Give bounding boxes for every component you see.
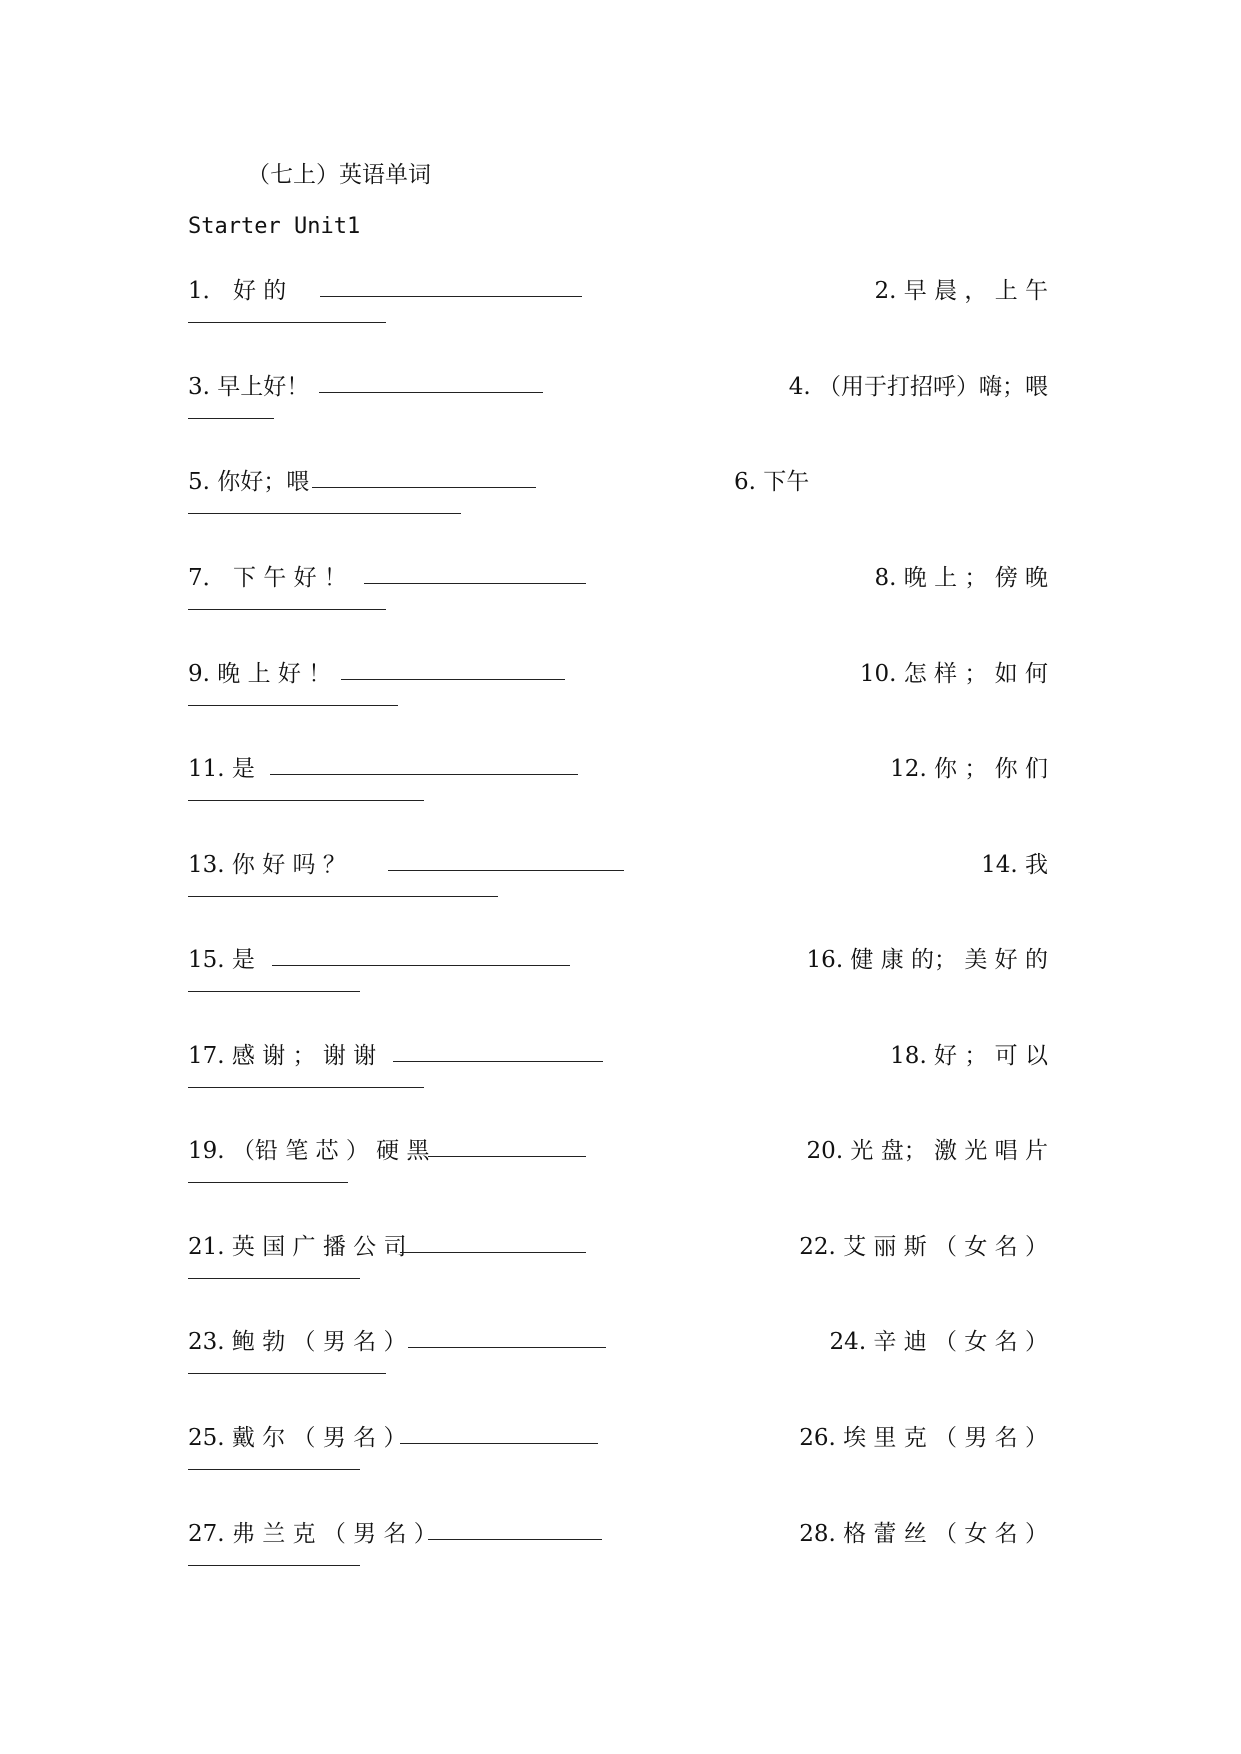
answer-blank[interactable] [341,679,565,680]
vocab-row [0,750,1241,810]
vocab-item-right: 24. 辛 迪 （ 女 名 ） [829,1329,1048,1355]
answer-blank[interactable] [188,513,461,514]
vocab-row [0,1419,1241,1479]
vocab-item-right: 22. 艾 丽 斯 （ 女 名 ） [799,1234,1048,1260]
answer-blank[interactable] [188,991,360,992]
vocab-item-right: 10. 怎 样 ； 如 何 [859,661,1048,687]
vocab-row [0,1515,1241,1575]
vocab-row [0,1037,1241,1097]
vocab-item-right: 12. 你 ； 你 们 [890,756,1048,782]
vocab-item-left: 1． 好 的 [188,278,287,304]
vocab-item-left: 25. 戴 尔 （ 男 名 ） [188,1425,407,1451]
vocab-item-left: 17. 感 谢 ； 谢 谢 [188,1043,377,1069]
answer-blank[interactable] [188,896,498,897]
answer-blank[interactable] [400,1252,586,1253]
answer-blank[interactable] [408,1347,606,1348]
vocab-item-right: 20. 光 盘； 激 光 唱 片 [806,1138,1048,1164]
vocab-item-left: 13. 你 好 吗 ？ [188,852,346,878]
unit-heading: Starter Unit1 [188,214,361,239]
vocab-row [0,272,1241,332]
vocab-row [0,846,1241,906]
answer-blank[interactable] [188,1278,360,1279]
vocab-item-left: 7． 下 午 好 ！ [188,565,347,591]
answer-blank[interactable] [319,392,543,393]
vocab-item-right: 28. 格 蕾 丝 （ 女 名 ） [799,1521,1048,1547]
answer-blank[interactable] [188,1565,360,1566]
vocab-item-right: 14. 我 [981,852,1048,878]
vocab-item-left: 5. 你好；喂 [188,469,310,495]
answer-blank[interactable] [188,1373,386,1374]
vocab-item-right: 26. 埃 里 克 （ 男 名 ） [799,1425,1048,1451]
answer-blank[interactable] [188,1469,360,1470]
answer-blank[interactable] [388,870,624,871]
vocab-item-left: 15. 是 [188,947,255,973]
answer-blank[interactable] [188,1182,348,1183]
vocab-row [0,368,1241,428]
answer-blank[interactable] [188,1087,424,1088]
answer-blank[interactable] [393,1061,603,1062]
vocab-item-right: 18. 好 ； 可 以 [890,1043,1048,1069]
vocab-row [0,1132,1241,1192]
vocab-row [0,559,1241,619]
vocab-item-right: 4. （用于打招呼）嗨；喂 [788,374,1048,400]
vocab-item-left: 23. 鲍 勃 （ 男 名 ） [188,1329,407,1355]
answer-blank[interactable] [270,774,578,775]
answer-blank[interactable] [320,296,582,297]
answer-blank[interactable] [272,965,570,966]
vocab-item-left: 21. 英 国 广 播 公 司 [188,1234,407,1260]
vocab-item-right: 6. 下午 [734,469,810,495]
answer-blank[interactable] [188,705,398,706]
vocab-item-left: 3. 早上好！ [188,374,310,400]
answer-blank[interactable] [428,1156,586,1157]
vocab-row [0,655,1241,715]
answer-blank[interactable] [428,1539,602,1540]
answer-blank[interactable] [312,487,536,488]
vocab-item-right: 2. 早 晨 ， 上 午 [874,278,1048,304]
answer-blank[interactable] [188,609,386,610]
answer-blank[interactable] [188,322,386,323]
answer-blank[interactable] [188,418,274,419]
answer-blank[interactable] [364,583,586,584]
vocab-item-left: 11. 是 [188,756,255,782]
vocab-item-left: 27. 弗 兰 克 （ 男 名 ） [188,1521,437,1547]
vocab-row [0,1228,1241,1288]
vocab-item-left: 19. （铅 笔 芯 ） 硬 黑 [188,1138,430,1164]
vocab-item-left: 9. 晚 上 好 ！ [188,661,332,687]
vocab-item-right: 8. 晚 上 ； 傍 晚 [874,565,1048,591]
vocab-row [0,941,1241,1001]
answer-blank[interactable] [188,800,424,801]
vocab-item-right: 16. 健 康 的； 美 好 的 [806,947,1048,973]
vocab-row [0,463,1241,523]
page-title: （七上）英语单词 [247,162,431,188]
answer-blank[interactable] [400,1443,598,1444]
vocab-row [0,1323,1241,1383]
